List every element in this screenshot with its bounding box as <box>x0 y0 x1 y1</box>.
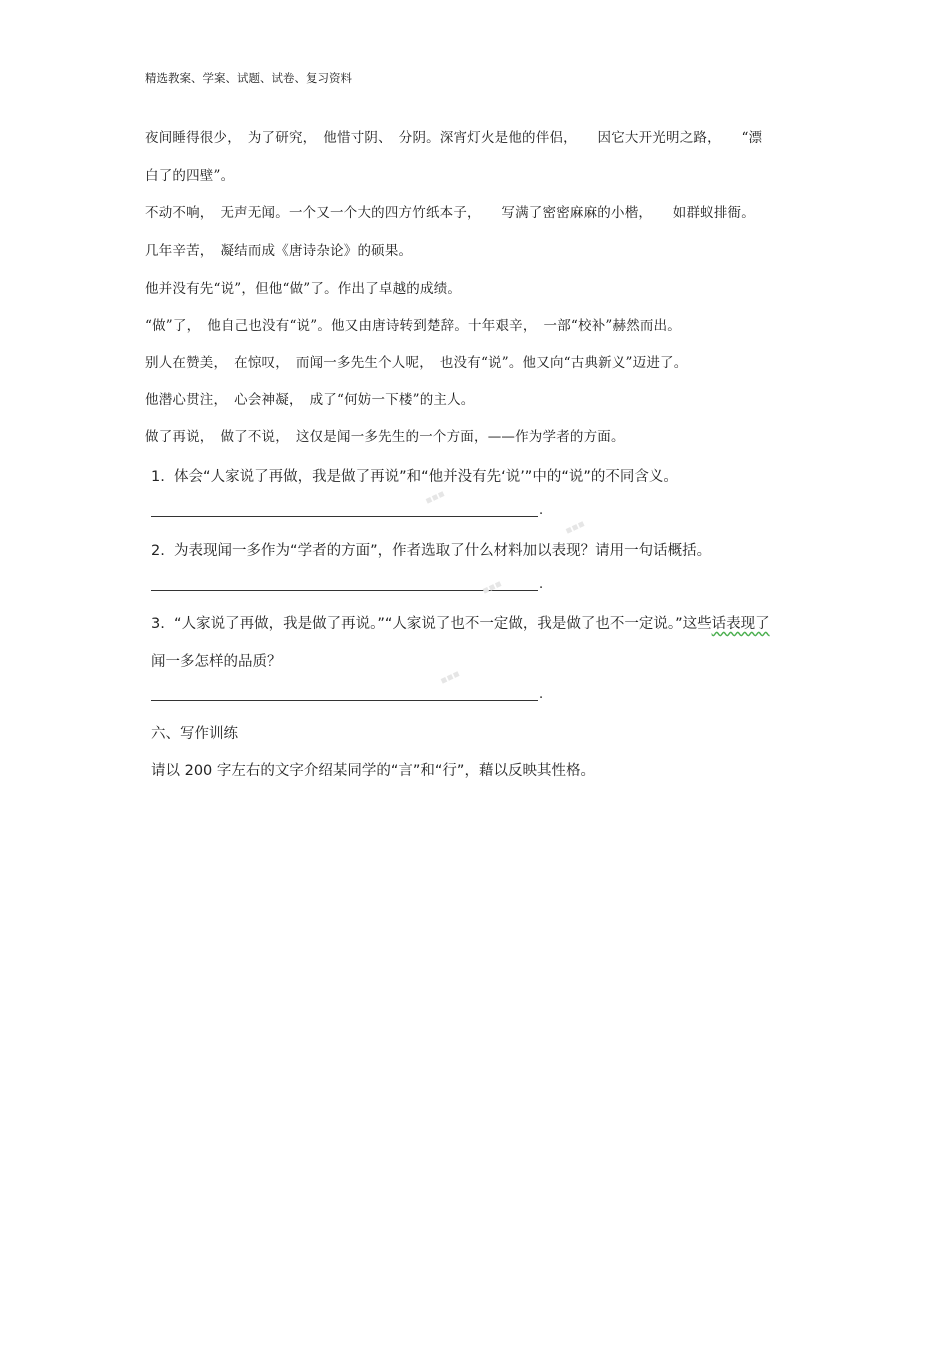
answer-dot: . <box>539 577 544 592</box>
watermark-mark: ▪▪▪ <box>423 488 447 507</box>
answer-dot: . <box>539 687 544 702</box>
passage-line: 别人在赞美， 在惊叹， 而闻一多先生个人呢， 也没有“说”。他又向“古典新义”迈进了。 <box>145 355 688 371</box>
section-heading: 六、写作训练 <box>151 726 238 742</box>
passage-line: 他潜心贯注， 心会神凝， 成了“何妨一下楼”的主人。 <box>145 392 475 408</box>
question-3-continued: 闻一多怎样的品质？ <box>151 654 282 670</box>
passage-line: 白了的四壁”。 <box>145 168 235 184</box>
question-3-wavy: 话表现了 <box>711 616 770 632</box>
watermark-mark: ▪▪▪ <box>438 668 462 687</box>
answer-line-3[interactable] <box>151 700 538 701</box>
question-3-start: 3. “人家说了再做，我是做了再说。”“人家说了也不一定做，我是做了也不一定说。”这些 <box>151 616 712 632</box>
passage-line: 夜间睡得很少， 为了研究， 他惜寸阴、 分阴。深宵灯火是他的伴侣， 因它大开光明之路， “漂 <box>145 130 763 146</box>
answer-dot: . <box>539 503 544 518</box>
question-1: 1. 体会“人家说了再做，我是做了再说”和“他并没有先‘说’”中的“说”的不同含义。 <box>151 469 678 485</box>
question-2: 2. 为表现闻一多作为“学者的方面”，作者选取了什么材料加以表现？请用一句话概括。 <box>151 543 712 559</box>
writing-prompt: 请以 200 字左右的文字介绍某同学的“言”和“行”，藉以反映其性格。 <box>151 763 595 779</box>
watermark-mark: ▪▪▪ <box>480 578 504 597</box>
question-3 <box>151 612 770 633</box>
watermark-mark: ▪▪▪ <box>563 518 587 537</box>
passage-line: 他并没有先“说”，但他“做”了。作出了卓越的成绩。 <box>145 281 462 297</box>
passage-line: 做了再说， 做了不说， 这仅是闻一多先生的一个方面，——作为学者的方面。 <box>145 429 625 445</box>
answer-line-1[interactable] <box>151 516 538 517</box>
page-header: 精选教案、学案、试题、试卷、复习资料 <box>145 71 352 85</box>
passage-line: 几年辛苦， 凝结而成《唐诗杂论》的硕果。 <box>145 243 413 259</box>
passage-line: “做”了， 他自己也没有“说”。他又由唐诗转到楚辞。十年艰辛， 一部“校补”赫然而出。 <box>145 318 682 334</box>
passage-line: 不动不响， 无声无闻。一个又一个大的四方竹纸本子， 写满了密密麻麻的小楷， 如群蚁排衙。 <box>145 205 755 221</box>
answer-line-2[interactable] <box>151 590 538 591</box>
